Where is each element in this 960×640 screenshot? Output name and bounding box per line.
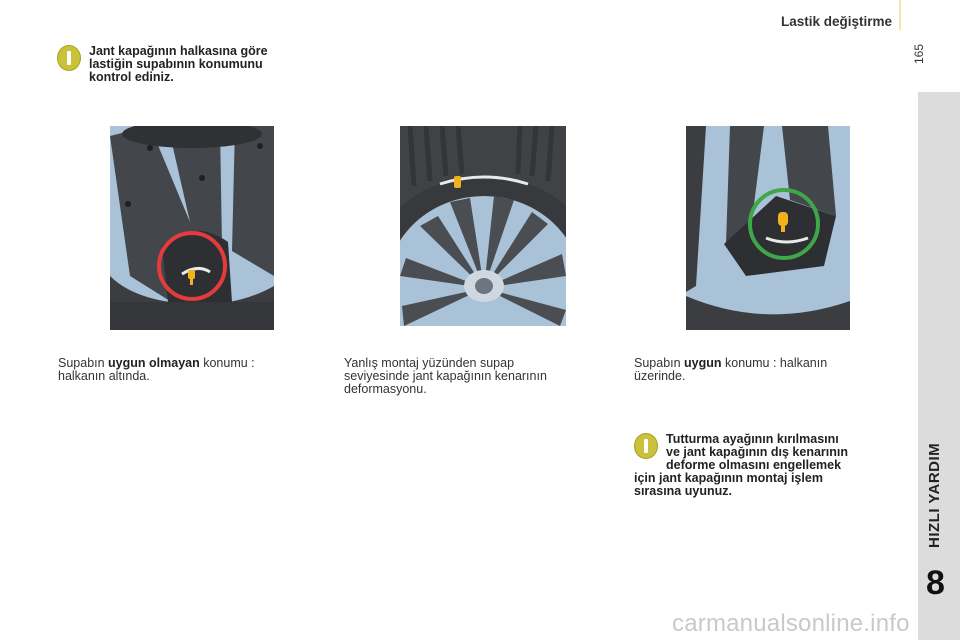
caption-left-emphasis: uygun olmayan [108,356,200,370]
incorrect-position-marker [110,126,274,330]
warning-text-top [89,45,268,84]
caption-incorrect-position [58,357,255,383]
wheel-illustration-deformation [400,126,566,326]
page-header-title: Lastik değiştirme [780,14,892,29]
photo-rim-deformation [400,126,566,326]
section-label: HIZLI YARDIM [926,442,943,548]
warning-bottom-lines-indented [666,433,848,472]
header-tick [899,0,901,30]
chapter-number: 8 [926,564,945,602]
caption-right-prefix: Supabın [634,356,685,370]
watermark: carmanualsonline.info [672,610,910,637]
caption-deformation [344,357,547,396]
caption-right-emphasis: uygun [684,356,722,370]
caption-right-suffix: konumu : halkanın [721,356,828,370]
warning-bottom-line-5: sırasına uyunuz. [634,484,732,498]
caption-middle-line-1: Yanlış montaj yüzünden supap [344,356,515,370]
correct-position-marker [686,126,850,330]
warning-bottom-line-1: Tutturma ayağının kırılmasını [666,432,839,446]
warning-bottom-line-2: ve jant kapağının dış kenarının [666,445,848,459]
warning-bottom-lines-full [634,472,823,498]
photo-correct-valve [686,126,850,330]
warning-note-top [57,43,327,87]
photo-incorrect-valve [110,126,274,330]
caption-left-line-2: halkanın altında. [58,369,150,383]
warning-top-line-2: lastiğin supabının konumunu [89,57,263,71]
warning-icon [57,45,81,71]
caption-left-suffix: konumu : [199,356,255,370]
warning-icon [634,433,658,459]
page-number: 165 [912,43,926,64]
caption-middle-line-3: deformasyonu. [344,382,427,396]
caption-right-line-2: üzerinde. [634,369,686,383]
warning-top-line-1: Jant kapağının halkasına göre [89,44,268,58]
caption-correct-position [634,357,827,383]
warning-bottom-line-3: deforme olmasını engellemek [666,458,842,472]
warning-bottom-line-4: için jant kapağının montaj işlem [634,471,823,485]
warning-note-bottom [634,431,904,503]
caption-middle-line-2: seviyesinde jant kapağının kenarının [344,369,547,383]
caption-left-prefix: Supabın [58,356,109,370]
warning-top-line-3: kontrol ediniz. [89,70,174,84]
chapter-side-band [918,92,960,640]
